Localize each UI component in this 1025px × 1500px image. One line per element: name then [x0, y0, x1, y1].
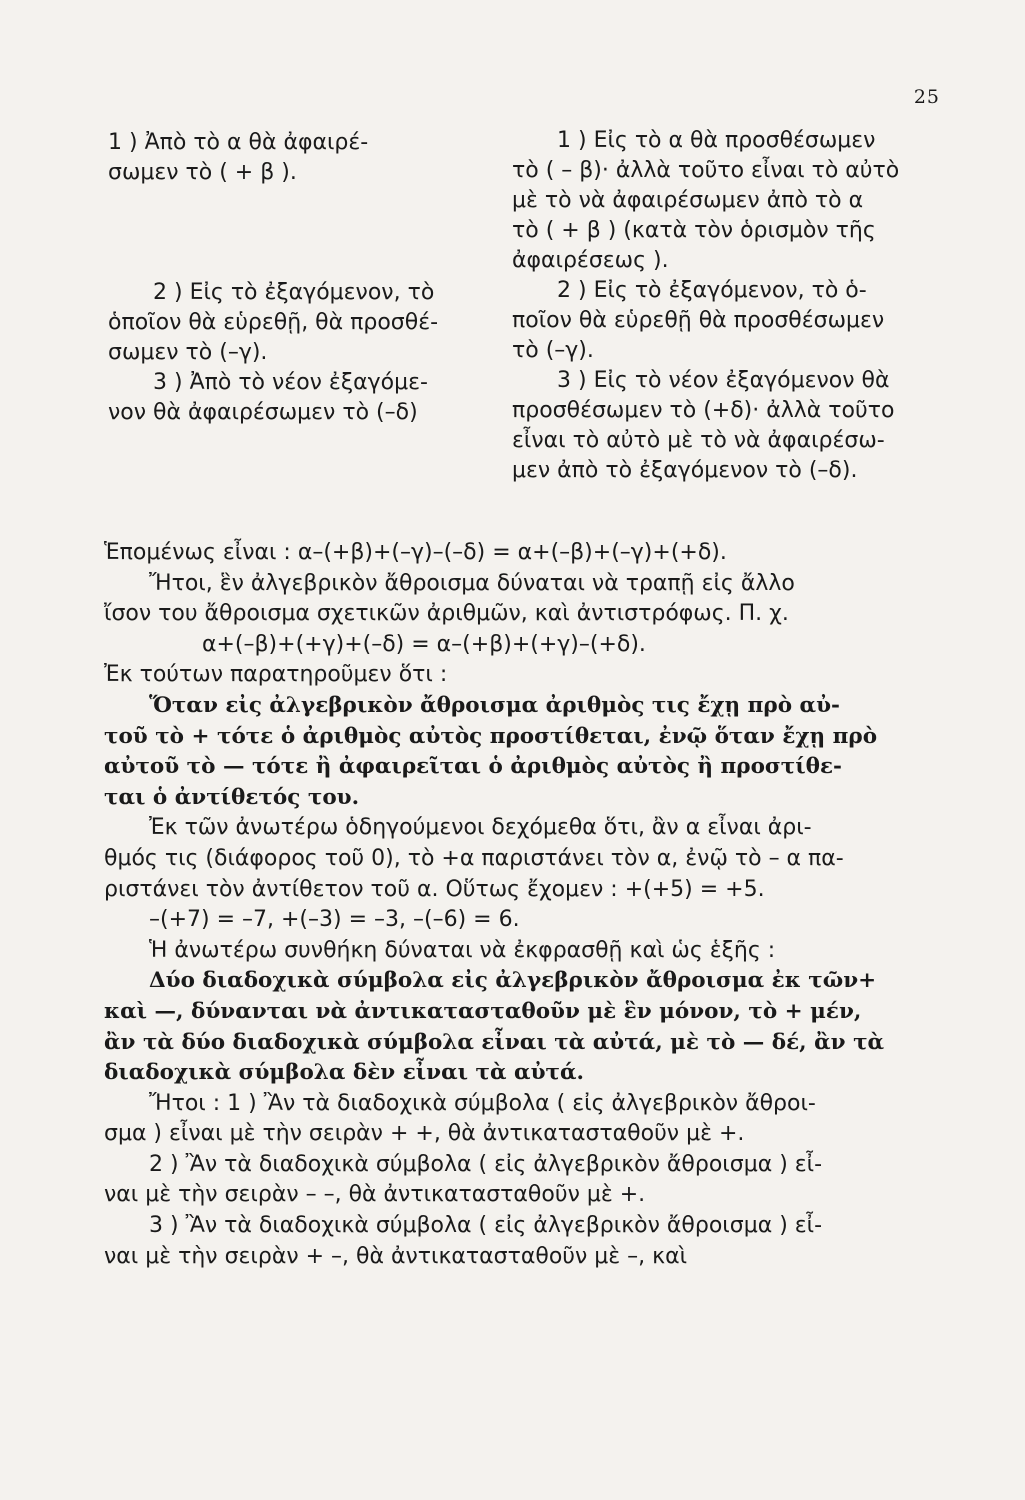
left-line: 1 ) Ἀπὸ τὸ α θὰ ἀφαιρέ-: [108, 130, 369, 155]
text-line: 3 ) Ἂν τὰ διαδοχικὰ σύμβολα ( εἰς ἀλγεβρικὸν ἄθροισμα ) εἶ-: [149, 1213, 823, 1239]
formula-line: –(+7) = –7, +(–3) = –3, –(–6) = 6.: [149, 907, 520, 933]
left-line: [108, 188, 488, 218]
rule-line: ται ὁ ἀντίθετός του.: [104, 784, 360, 810]
right-line: τὸ ( – β)· ἀλλὰ τοῦτο εἶναι τὸ αὐτὸ: [512, 158, 900, 183]
right-line: 3 ) Εἰς τὸ νέον ἐξαγόμενον θὰ: [557, 368, 890, 393]
left-line: σωμεν τὸ (–γ).: [108, 340, 268, 365]
text-line: Ἤτοι, ἓν ἀλγεβρικὸν ἄθροισμα δύναται νὰ τραπῇ εἰς ἄλλο: [149, 570, 795, 596]
text-line: Ἐκ τούτων παρατηροῦμεν ὅτι :: [104, 662, 448, 688]
left-column: [108, 128, 488, 428]
text-line: Ἤτοι : 1 ) Ἂν τὰ διαδοχικὰ σύμβολα ( εἰς ἀλγεβρικὸν ἄθροι-: [149, 1090, 816, 1116]
text-line: ριστάνει τὸν ἀντίθετον τοῦ α. Οὕτως ἔχομεν : +(+5) = +5.: [104, 876, 765, 902]
text-line: θμός τις (διάφορος τοῦ 0), τὸ +α παριστάνει τὸν α, ἐνῷ τὸ – α πα-: [104, 845, 844, 871]
rule-line: Δύο διαδοχικὰ σύμβολα εἰς ἀλγεβρικὸν ἄθροισμα ἐκ τῶν+: [149, 968, 877, 994]
text-line: Ἑπομένως εἶναι : α–(+β)+(–γ)–(–δ) = α+(–β)+(–γ)+(+δ).: [104, 540, 727, 565]
right-column: [512, 126, 942, 486]
main-text: [104, 538, 944, 1272]
text-line: 2 ) Ἂν τὰ διαδοχικὰ σύμβολα ( εἰς ἀλγεβρικὸν ἄθροισμα ) εἶ-: [149, 1151, 823, 1177]
text-line: ναι μὲ τὴν σειρὰν + –, θὰ ἀντικατασταθοῦν μὲ –, καὶ: [104, 1243, 688, 1269]
rule-line: καὶ —, δύνανται νὰ ἀντικατασταθοῦν μὲ ἓν μόνον, τὸ + μέν,: [104, 998, 862, 1024]
left-line: νον θὰ ἀφαιρέσωμεν τὸ (–δ): [108, 400, 418, 425]
left-line: 2 ) Εἰς τὸ ἐξαγόμενον, τὸ: [153, 280, 435, 305]
text-line: σμα ) εἶναι μὲ τὴν σειρὰν + +, θὰ ἀντικατασταθοῦν μὲ +.: [104, 1121, 745, 1147]
left-line: 3 ) Ἀπὸ τὸ νέον ἐξαγόμε-: [153, 370, 428, 395]
right-line: προσθέσωμεν τὸ (+δ)· ἀλλὰ τοῦτο: [512, 398, 895, 423]
right-line: 1 ) Εἰς τὸ α θὰ προσθέσωμεν: [557, 128, 876, 153]
left-line: [108, 248, 488, 278]
text-line: ναι μὲ τὴν σειρὰν – –, θὰ ἀντικατασταθοῦν μὲ +.: [104, 1182, 646, 1208]
right-line: 2 ) Εἰς τὸ ἐξαγόμενον, τὸ ὁ-: [557, 278, 867, 303]
text-line: Ἡ ἀνωτέρω συνθήκη δύναται νὰ ἐκφρασθῇ καὶ ὡς ἑξῆς :: [149, 937, 776, 963]
rule-line: διαδοχικὰ σύμβολα δὲν εἶναι τὰ αὐτά.: [104, 1060, 584, 1086]
right-line: εἶναι τὸ αὐτὸ μὲ τὸ νὰ ἀφαιρέσω-: [512, 428, 885, 453]
rule-line: τοῦ τὸ + τότε ὁ ἀριθμὸς αὐτὸς προστίθεται, ἐνῷ ὅταν ἔχῃ πρὸ: [104, 723, 878, 749]
right-line: μεν ἀπὸ τὸ ἐξαγόμενον τὸ (–δ).: [512, 458, 858, 483]
page-number: 25: [913, 86, 940, 108]
left-line: σωμεν τὸ ( + β ).: [108, 160, 297, 185]
right-line: τὸ ( + β ) (κατὰ τὸν ὁρισμὸν τῆς: [512, 218, 876, 243]
right-line: ποῖον θὰ εὑρεθῇ θὰ προσθέσωμεν: [512, 308, 885, 333]
rule-line: Ὅταν εἰς ἀλγεβρικὸν ἄθροισμα ἀριθμὸς τις ἔχῃ πρὸ αὐ-: [149, 692, 840, 718]
left-line: ὁποῖον θὰ εὑρεθῇ, θὰ προσθέ-: [108, 310, 439, 335]
rule-line: αὐτοῦ τὸ — τότε ἢ ἀφαιρεῖται ὁ ἀριθμὸς αὐτὸς ἢ προστίθε-: [104, 754, 842, 780]
formula-line: α+(–β)+(+γ)+(–δ) = α–(+β)+(+γ)–(+δ).: [202, 631, 646, 657]
text-line: Ἐκ τῶν ἀνωτέρω ὁδηγούμενοι δεχόμεθα ὅτι, ἂν α εἶναι ἀρι-: [149, 815, 812, 841]
left-line: [108, 218, 488, 248]
right-line: ἀφαιρέσεως ).: [512, 248, 669, 273]
text-line: ἴσον του ἄθροισμα σχετικῶν ἀριθμῶν, καὶ ἀντιστρόφως. Π. χ.: [104, 601, 789, 627]
rule-line: ἂν τὰ δύο διαδοχικὰ σύμβολα εἶναι τὰ αὐτά, μὲ τὸ — δέ, ἂν τὰ: [104, 1029, 885, 1055]
right-line: τὸ (–γ).: [512, 338, 594, 363]
right-line: μὲ τὸ νὰ ἀφαιρέσωμεν ἀπὸ τὸ α: [512, 188, 864, 213]
